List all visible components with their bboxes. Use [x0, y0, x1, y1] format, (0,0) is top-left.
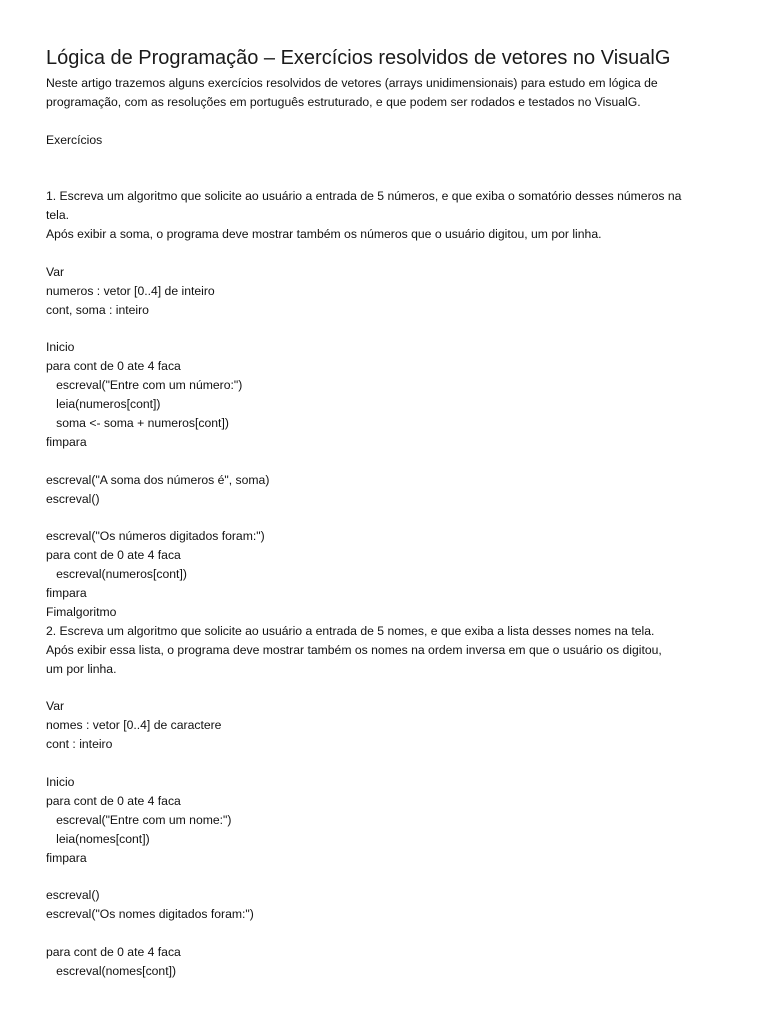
text-line: cont, soma : inteiro: [46, 302, 149, 317]
text-line: um por linha.: [46, 661, 117, 676]
text-line: para cont de 0 ate 4 faca: [46, 793, 181, 808]
blank-line: [46, 150, 736, 169]
text-line: Fimalgoritmo: [46, 604, 117, 619]
text-line: escreval(numeros[cont]): [46, 567, 187, 582]
text-line: numeros : vetor [0..4] de inteiro: [46, 283, 215, 298]
text-line: para cont de 0 ate 4 faca: [46, 548, 181, 563]
text-line: escreval("Entre com um número:"): [46, 378, 243, 393]
text-line: leia(nomes[cont]): [46, 831, 150, 846]
text-line: Var: [46, 264, 65, 279]
text-line: escreval("Os nomes digitados foram:"): [46, 907, 254, 922]
text-line: Após exibir a soma, o programa deve mostrar também os números que o usuário digitou, um por linha.: [46, 227, 602, 242]
text-line: escreval(): [46, 888, 100, 903]
document-title: Lógica de Programação – Exercícios resolvidos de vetores no VisualG: [46, 47, 671, 69]
blank-line: [46, 168, 736, 187]
text-line: 2. Escreva um algoritmo que solicite ao usuário a entrada de 5 nomes, e que exiba a lista desses nomes na tela.: [46, 623, 655, 638]
text-line: escreval(nomes[cont]): [46, 963, 177, 978]
text-line: escreval(): [46, 491, 100, 506]
blank-line: [46, 244, 736, 263]
text-line: programação, com as resoluções em português estruturado, e que podem ser rodados e testados no VisualG.: [46, 94, 641, 109]
text-line: Inicio: [46, 774, 75, 789]
text-line: escreval("A soma dos números é", soma): [46, 472, 270, 487]
blank-line: [46, 112, 736, 131]
text-line: nomes : vetor [0..4] de caractere: [46, 718, 222, 733]
blank-line: [46, 924, 736, 943]
text-line: Exercícios: [46, 132, 103, 147]
blank-line: [46, 452, 736, 471]
text-line: Var: [46, 699, 65, 714]
blank-line: [46, 679, 736, 698]
text-line: cont : inteiro: [46, 737, 113, 752]
blank-line: [46, 754, 736, 773]
text-line: fimpara: [46, 586, 87, 601]
text-line: Neste artigo trazemos alguns exercícios resolvidos de vetores (arrays unidimensionais) para estudo em lógica de: [46, 76, 658, 90]
text-line: para cont de 0 ate 4 faca: [46, 359, 181, 374]
text-line: leia(numeros[cont]): [46, 397, 161, 412]
blank-line: [46, 320, 736, 339]
text-line: para cont de 0 ate 4 faca: [46, 944, 181, 959]
document-body: [46, 74, 736, 981]
text-line: Inicio: [46, 340, 75, 355]
text-line: escreval("Entre com um nome:"): [46, 812, 232, 827]
text-line: 1. Escreva um algoritmo que solicite ao usuário a entrada de 5 números, e que exiba o somatório desses números na: [46, 189, 682, 204]
text-line: soma <- soma + numeros[cont]): [46, 416, 229, 431]
text-line: tela.: [46, 208, 70, 223]
document-page: [46, 44, 736, 981]
text-line: escreval("Os números digitados foram:"): [46, 529, 265, 544]
text-line: Após exibir essa lista, o programa deve mostrar também os nomes na ordem inversa em que o usuário os digitou,: [46, 642, 662, 657]
blank-line: [46, 867, 736, 886]
text-line: fimpara: [46, 850, 87, 865]
blank-line: [46, 508, 736, 527]
text-line: fimpara: [46, 434, 87, 449]
